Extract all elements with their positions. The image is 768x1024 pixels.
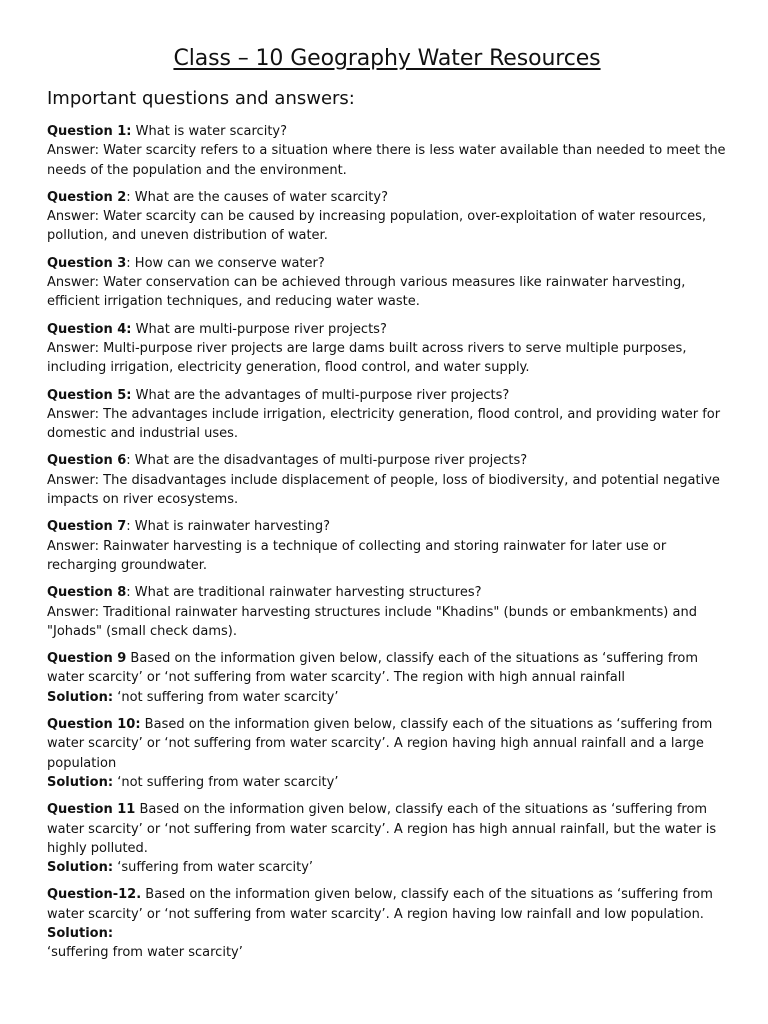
question-label: Question 7	[47, 519, 127, 535]
question-label: Question 1:	[47, 124, 132, 139]
qa-item	[47, 122, 727, 180]
qa-item	[47, 517, 727, 575]
question-text: What are the advantages of multi-purpose river projects?	[131, 387, 510, 403]
question-text: Based on the information given below, classify each of the situations as ‘suffering from water scarcity’ or ‘not suffering from water scarcity’. The region with high annual rainfall	[47, 651, 699, 686]
answer-text: Answer: Water scarcity can be caused by increasing population, over-exploitation of water resources, pollution, and uneven distribution of water.	[47, 209, 707, 244]
question-text: Based on the information given below, classify each of the situations as ‘suffering from water scarcity’ or ‘not suffering from water scarcity’. A region having low rainfall and low population.	[47, 887, 713, 922]
qa-item	[47, 451, 727, 509]
answer-text: Answer: Water conservation can be achieved through various measures like rainwater harvesting, efficient irrigation techniques, and reducing water waste.	[47, 275, 686, 310]
qa-item	[47, 583, 727, 641]
question-line	[47, 715, 727, 773]
question-text: Based on the information given below, classify each of the situations as ‘suffering from water scarcity’ or ‘not suffering from water scarcity’. A region has high annual rainfall, but the water is highly polluted.	[47, 802, 717, 856]
question-text: : What are traditional rainwater harvesting structures?	[126, 585, 482, 601]
question-line	[47, 254, 727, 273]
answer-text: Answer: The disadvantages include displacement of people, loss of biodiversity, and potential negative impacts on river ecosystems.	[47, 472, 720, 508]
solution-label: Solution:	[47, 689, 114, 705]
solution-text: ‘suffering from water scarcity’	[47, 945, 243, 961]
question-label: Question 5:	[47, 387, 132, 403]
answer-text: Answer: Traditional rainwater harvesting structures include "Khadins" (bunds or embankments) and "Johads" (small check dams).	[47, 604, 697, 639]
question-label: Question 11	[47, 802, 136, 818]
document-subtitle: Important questions and answers:	[47, 88, 355, 109]
solution-text: ‘not suffering from water scarcity’	[113, 689, 339, 705]
qa-item	[47, 188, 727, 246]
classify-item	[47, 800, 727, 877]
question-line	[47, 649, 727, 688]
question-line	[47, 320, 727, 339]
solution-line	[47, 858, 727, 877]
question-line	[47, 451, 727, 470]
question-label: Question 4:	[47, 321, 132, 337]
solution-label: Solution:	[47, 860, 114, 876]
answer-text: Answer: Rainwater harvesting is a technique of collecting and storing rainwater for later use or recharging groundwater.	[47, 538, 667, 573]
question-label: Question-12.	[47, 887, 142, 903]
question-text: : How can we conserve water?	[126, 255, 325, 271]
question-line	[47, 188, 727, 207]
question-label: Question 9	[47, 651, 127, 667]
question-label: Question 10:	[47, 717, 141, 733]
solution-text: ‘suffering from water scarcity’	[113, 860, 314, 876]
solution-text: ‘not suffering from water scarcity’	[113, 774, 339, 790]
qa-item	[47, 320, 727, 378]
document-page	[47, 44, 727, 971]
classify-item	[47, 649, 727, 707]
question-label: Question 2	[47, 189, 127, 205]
question-text: What is water scarcity?	[131, 124, 288, 139]
question-label: Question 6	[47, 453, 127, 469]
question-line	[47, 800, 727, 858]
question-text: : What is rainwater harvesting?	[126, 519, 331, 535]
question-text: : What are the disadvantages of multi-purpose river projects?	[126, 453, 528, 469]
classify-item	[47, 885, 727, 962]
question-line	[47, 885, 727, 924]
question-line	[47, 517, 727, 536]
question-text: : What are the causes of water scarcity?	[126, 189, 388, 205]
question-text: What are multi-purpose river projects?	[131, 321, 387, 337]
classify-item	[47, 715, 727, 792]
question-line	[47, 386, 727, 405]
question-line	[47, 583, 727, 602]
solution-label: Solution:	[47, 774, 114, 790]
solution-line	[47, 773, 727, 792]
question-label: Question 8	[47, 585, 127, 601]
question-text: Based on the information given below, classify each of the situations as ‘suffering from water scarcity’ or ‘not suffering from water scarcity’. A region having high annual rainfall and a large population	[47, 717, 713, 771]
answer-text: Answer: Water scarcity refers to a situation where there is less water available than needed to meet the needs of the population and the environment.	[47, 143, 726, 178]
qa-item	[47, 386, 727, 444]
question-line	[47, 122, 727, 141]
solution-label: Solution:	[47, 925, 114, 941]
answer-text: Answer: The advantages include irrigation, electricity generation, flood control, and providing water for domestic and industrial uses.	[47, 406, 721, 442]
qa-item	[47, 254, 727, 312]
answer-text: Answer: Multi-purpose river projects are large dams built across rivers to serve multiple purposes, including irrigation, electricity generation, flood control, and water supply.	[47, 340, 687, 376]
solution-line	[47, 688, 727, 707]
document-title: Class – 10 Geography Water Resources	[173, 46, 601, 71]
question-label: Question 3	[47, 255, 127, 271]
